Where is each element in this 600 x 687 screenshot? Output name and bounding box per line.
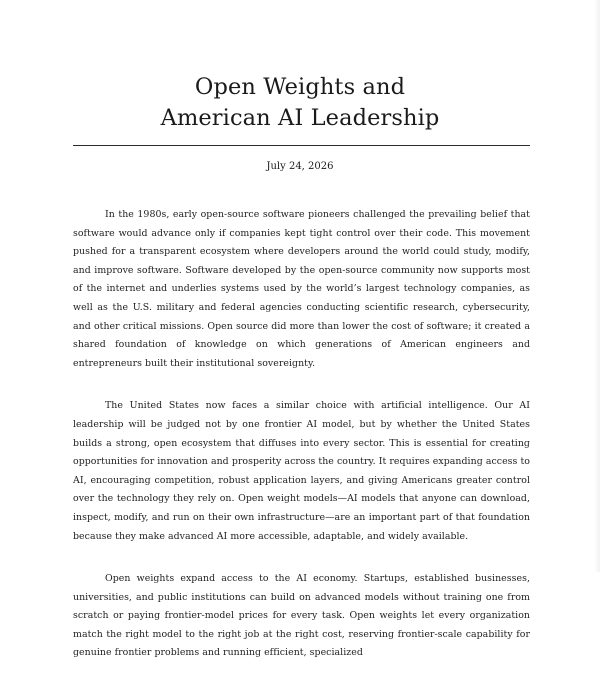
paragraph-2: The United States now faces a similar choice with artificial intelligence. Our AI leadership will be judged not by one frontier AI model, but by whether the United States builds a strong, open ecosystem that diffuses into every sector. This is essential for creating opportunities for innovation and prosperity across the country. It requires expanding access to AI, encouraging competition, robust application layers, and giving Americans greater control over the technology they rely on. Open weight models—AI models that anyone can download, inspect, modify, and run on their own infrastructure—are an important part of that foundation because they make advanced AI more accessible, adaptable, and widely available. [73, 400, 530, 542]
paragraph-1: In the 1980s, early open-source software pioneers challenged the prevailing belief that software would advance only if companies kept tight control over their code. This movement pushed for a transparent ecosystem where developers around the world could study, modify, and improve software. Software developed by the open-source community now supports most of the internet and underlies systems used by the world’s largest technology companies, as well as the U.S. military and federal agencies conducting scientific research, cybersecurity, and other critical missions. Open source did more than lower the cost of software; it created a shared foundation of knowledge on which generations of American engineers and entrepreneurs built their institutional sovereignty. [73, 209, 530, 369]
document-title [0, 72, 600, 134]
document-body [73, 206, 530, 687]
page-edge-shadow [594, 0, 600, 572]
document-date: July 24, 2026 [266, 161, 334, 172]
title-line-1: Open Weights and [194, 74, 406, 100]
title-divider [73, 145, 530, 146]
title-line-2: American AI Leadership [160, 105, 440, 131]
paragraph-3: Open weights expand access to the AI economy. Startups, established businesses, universities, and public institutions can build on advanced models without training one from scratch or paying frontier-model prices for every task. Open weights let every organization match the right model to the right job at the right cost, reserving frontier-scale capability for genuine frontier problems and running efficient, specialized [73, 573, 530, 659]
